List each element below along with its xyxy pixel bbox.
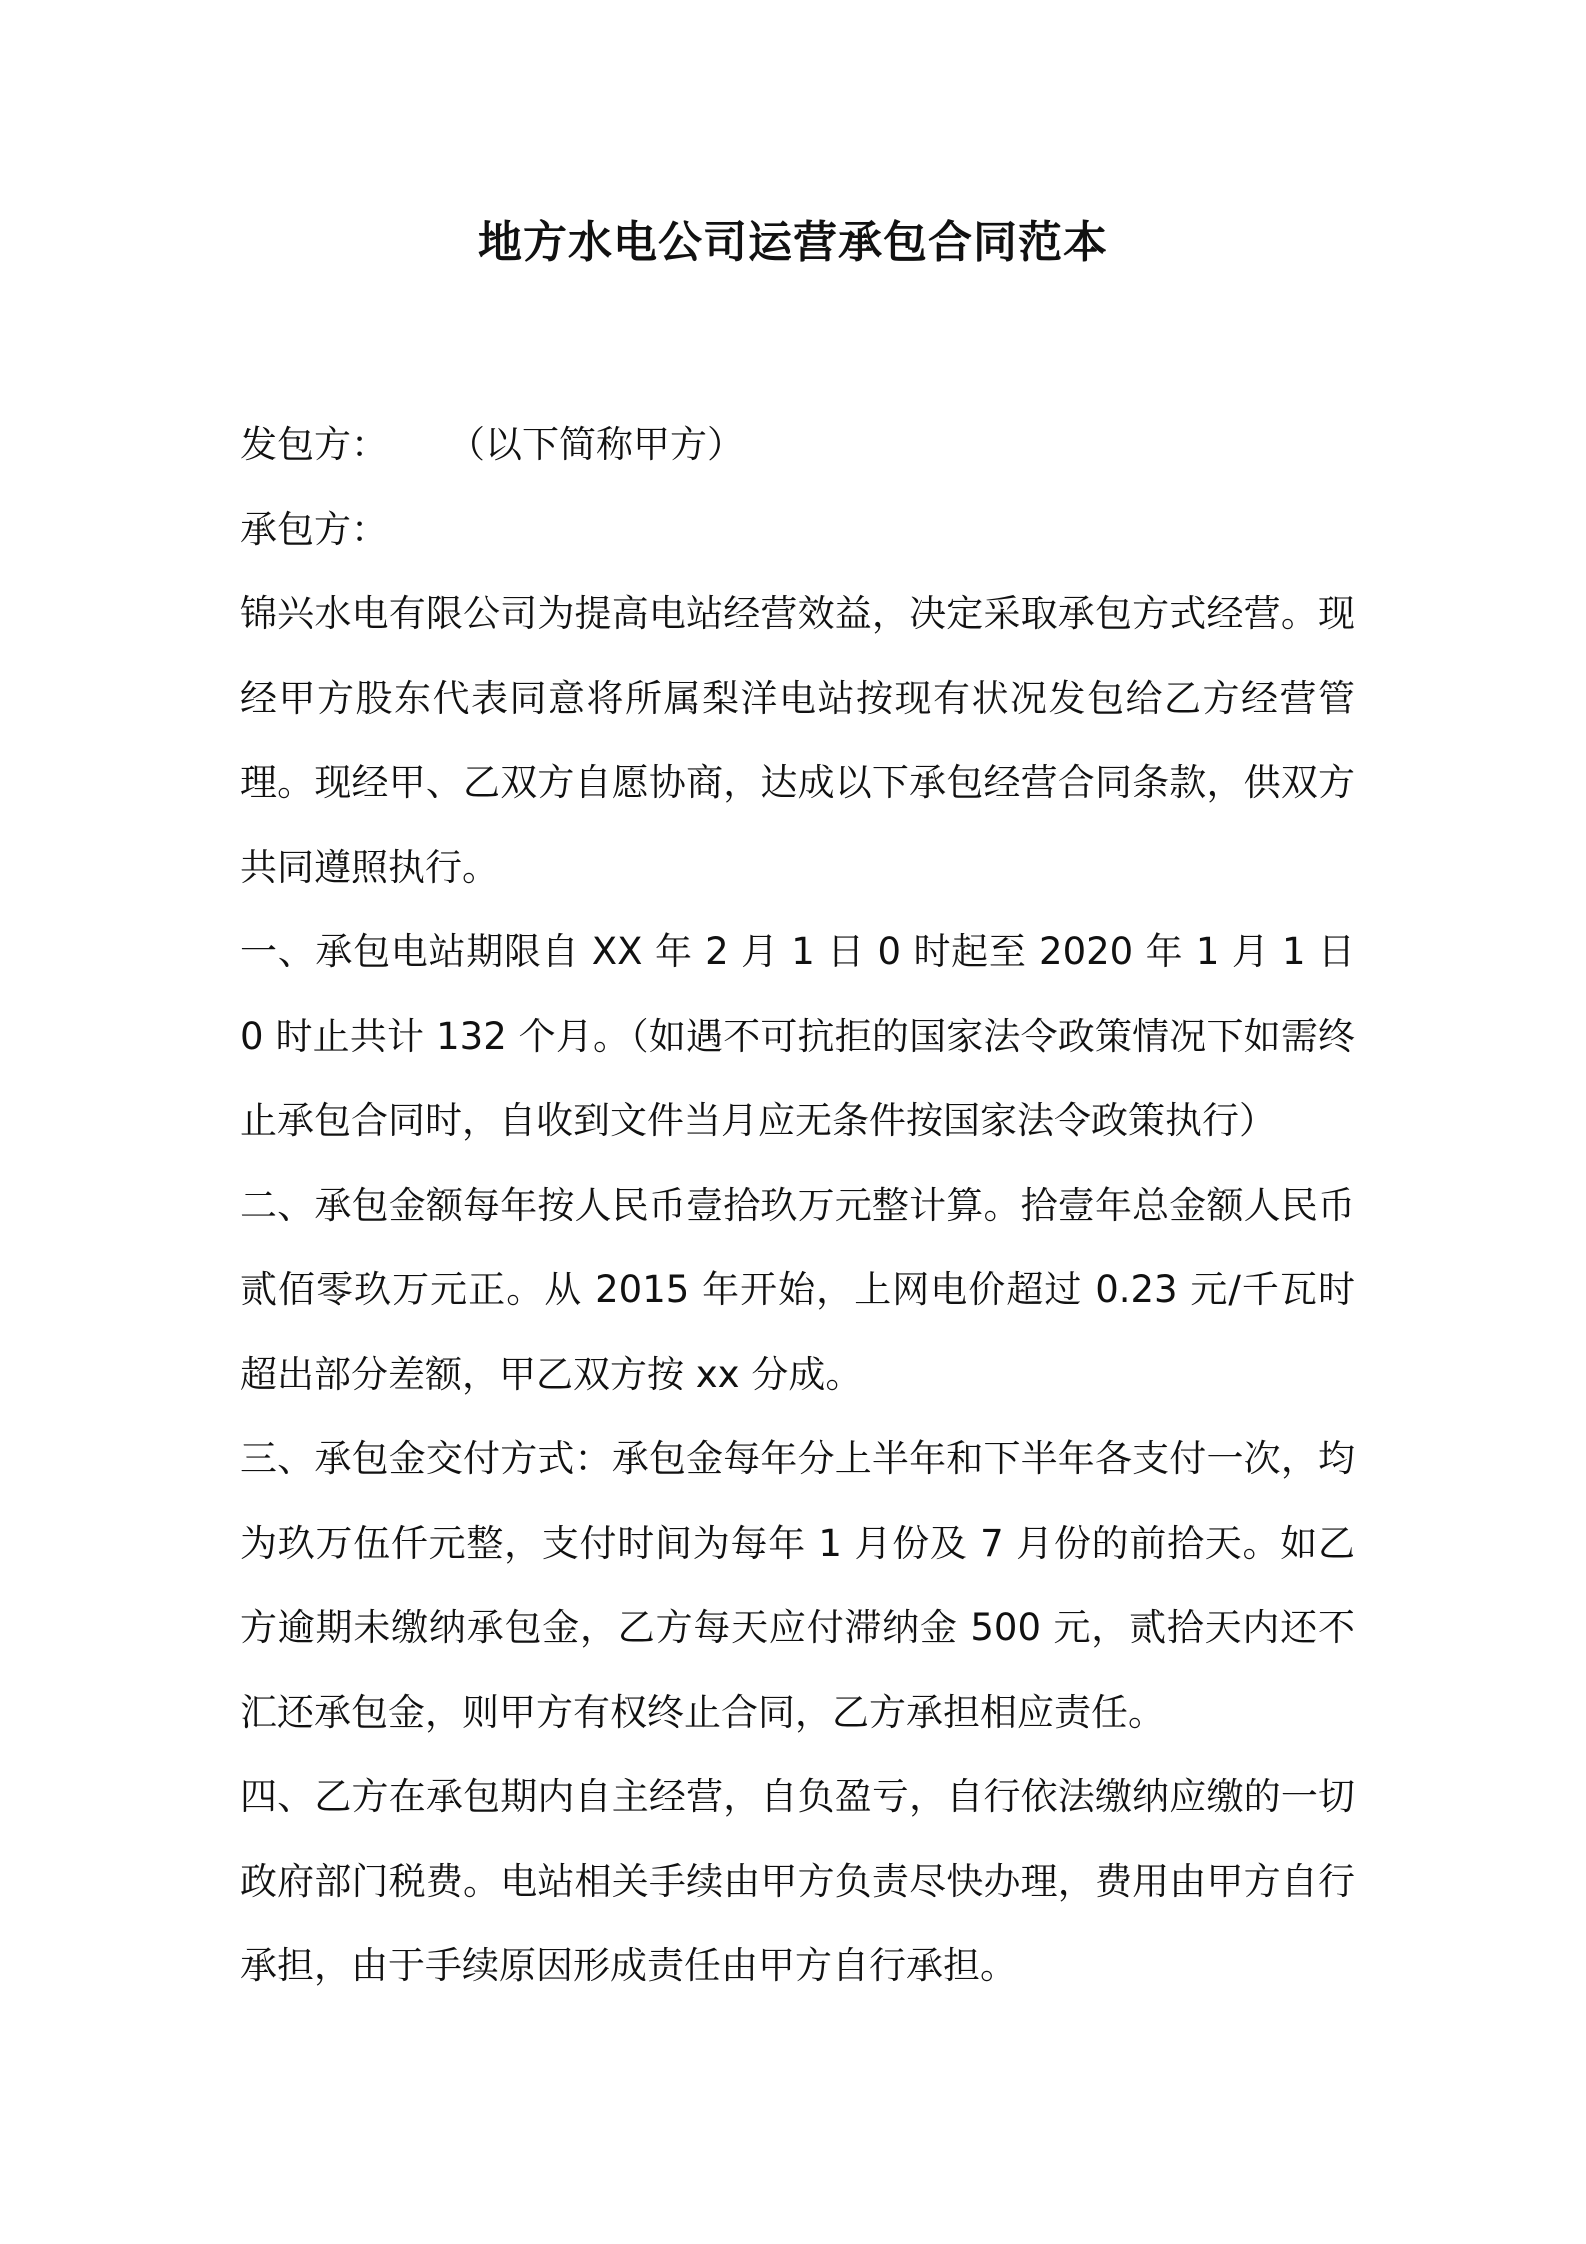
document-body [240, 403, 1355, 2009]
party-a-label: 发包方： [240, 423, 388, 466]
clause-3-paragraph: 三、承包金交付方式：承包金每年分上半年和下半年各支付一次，均为玖万伍仟元整，支付时间为每年 1 月份及 7 月份的前拾天。如乙方逾期未缴纳承包金，乙方每天应付滞纳金 500 元，贰拾天内还不汇还承包金，则甲方有权终止合同，乙方承担相应责任。 [240, 1437, 1355, 1734]
party-a-note: （以下简称甲方） [448, 423, 744, 466]
intro-paragraph: 锦兴水电有限公司为提高电站经营效益，决定采取承包方式经营。现经甲方股东代表同意将所属梨洋电站按现有状况发包给乙方经营管理。现经甲、乙双方自愿协商，达成以下承包经营合同条款，供双方共同遵照执行。 [240, 592, 1355, 889]
document-title: 地方水电公司运营承包合同范本 [478, 217, 1108, 268]
clause-2-paragraph: 二、承包金额每年按人民币壹拾玖万元整计算。拾壹年总金额人民币贰佰零玖万元正。从 2015 年开始，上网电价超过 0.23 元/千瓦时超出部分差额，甲乙双方按 xx 分成。 [240, 1183, 1355, 1396]
party-b-label: 承包方： [240, 507, 388, 551]
clause-1-paragraph: 一、承包电站期限自 XX 年 2 月 1 日 0 时起至 2020 年 1 月 1 日 0 时止共计 132 个月。（如遇不可抗拒的国家法令政策情况下如需终止承包合同时，自收到文件当月应无条件按国家法令政策执行） [240, 930, 1355, 1142]
party-b-line [240, 488, 1355, 573]
party-a-line [240, 403, 1355, 488]
clause-4-paragraph: 四、乙方在承包期内自主经营，自负盈亏，自行依法缴纳应缴的一切政府部门税费。电站相关手续由甲方负责尽快办理，费用由甲方自行承担，由于手续原因形成责任由甲方自行承担。 [240, 1775, 1355, 1987]
